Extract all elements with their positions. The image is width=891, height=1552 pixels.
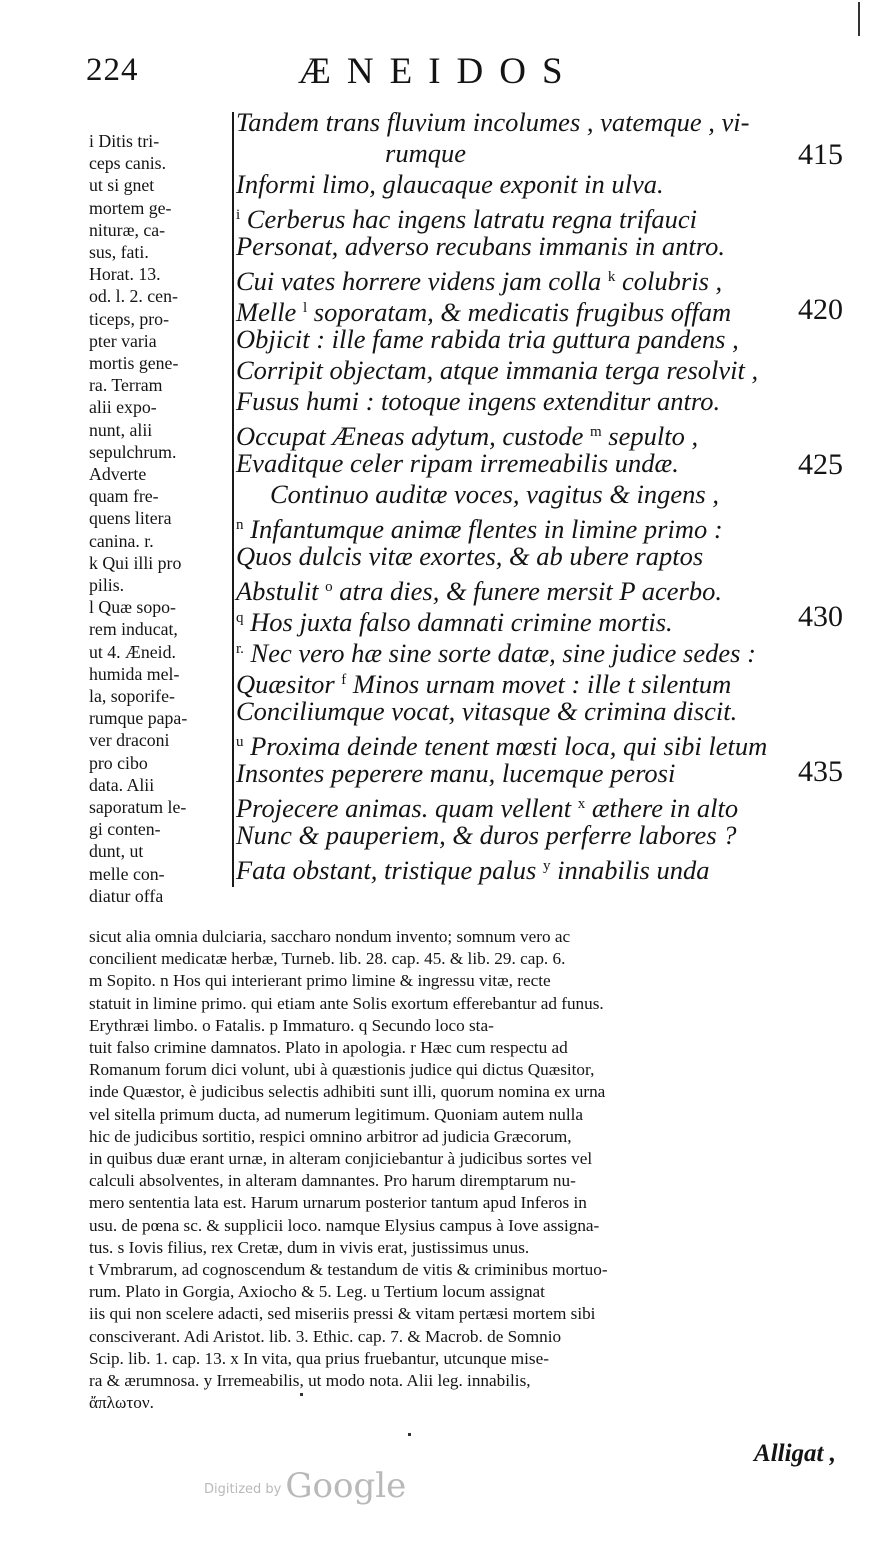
footnote-line: tuit falso crimine damnatos. Plato in apologia. r Hæc cum respectu ad [89, 1038, 568, 1057]
gloss-line: l Quæ sopo- [89, 597, 176, 618]
footnote-line: concilient medicatæ herbæ, Turneb. lib. 28. cap. 45. & lib. 29. cap. 6. [89, 949, 566, 969]
line-number: 415 [798, 138, 843, 171]
verse-line: Tandem trans fluvium incolumes , vatemque , vi- [236, 107, 750, 137]
line-number: 425 [798, 448, 843, 481]
footnote-line: Scip. lib. 1. cap. 13. x In vita, qua prius fruebantur, utcunque mise- [89, 1348, 549, 1368]
watermark-prefix: Digitized by [204, 1482, 282, 1497]
gloss-line: od. l. 2. cen- [89, 286, 178, 307]
footnote-line: calculi absolventes, in alteram damnantes. Pro harum diremptarum nu- [89, 1171, 576, 1191]
footnote-line: vel sitella primum ducta, ad numerum legitimum. Quoniam autem nulla [89, 1104, 584, 1124]
gloss-line: ut si gnet [89, 175, 155, 196]
gloss-line: alii expo- [89, 397, 157, 418]
watermark-brand: Google [285, 1466, 407, 1506]
footnote-line: in quibus duæ erant urnæ, in alteram conjiciebantur à judicibus sortes vel [89, 1149, 593, 1168]
verse-line: Objicit : ille fame rabida tria guttura pandens , [236, 324, 739, 354]
footnote-line: usu. de pœna sc. & supplicii loco. namque Elysius campus à Iove assigna- [89, 1215, 600, 1235]
verse-line: Quos dulcis vitæ exortes, & ab ubere raptos [236, 541, 704, 571]
running-title: ÆNEIDOS [298, 51, 579, 92]
verse-line: Personat, adverso recubans immanis in antro. [236, 231, 725, 261]
gloss-line: la, soporife- [89, 686, 175, 706]
gloss-line: ticeps, pro- [89, 308, 169, 329]
footnote-line: ra & ærumnosa. y Irremeabilis, ut modo nota. Alii leg. innabilis, [89, 1371, 531, 1390]
gloss-line: rem inducat, [89, 619, 178, 640]
footnote-line: hic de judicibus sortitio, respici omnino arbitror ad judicia Græcorum, [89, 1126, 572, 1146]
footnote-line: sicut alia omnia dulciaria, saccharo nondum invento; somnum vero ac [89, 927, 571, 946]
verse-line: Nunc & pauperiem, & duros perferre labores ? [236, 820, 737, 850]
footnote-line: ἄπλωτον. [89, 1393, 154, 1413]
verse-line: Conciliumque vocat, vitasque & crimina discit. [236, 696, 738, 726]
line-number: 420 [798, 293, 843, 326]
gloss-line: rumque papa- [89, 708, 188, 729]
gloss-line: pter varia [89, 330, 157, 351]
gloss-line: gi conten- [89, 819, 161, 840]
gloss-line: ver draconi [89, 730, 170, 751]
footnote-line: mero sententia lata est. Harum urnarum posterior tantum apud Inferos in [89, 1193, 587, 1213]
gloss-line: nunt, alii [89, 419, 153, 440]
verse-line: Cui vates horrere videns jam colla $^k$ colubris , [236, 266, 723, 296]
line-number: 435 [798, 755, 843, 788]
verse-line: Corripit objectam, atque immania terga resolvit , [236, 355, 759, 385]
gloss-line: diatur offa [89, 885, 164, 906]
gloss-line: pro cibo [89, 752, 148, 773]
footnote-line: tus. s Iovis filius, rex Cretæ, dum in vivis erat, justissimus unus. [89, 1237, 530, 1257]
verse-line: Continuo auditæ voces, vagitus & ingens , [270, 479, 719, 509]
gloss-line: mortem ge- [89, 197, 172, 218]
gloss-line: sepulchrum. [89, 441, 177, 462]
page-number: 224 [86, 52, 139, 88]
gloss-line: canina. r. [89, 530, 154, 551]
verse-line: $^n$ Infantumque animæ flentes in limine primo : [236, 514, 723, 544]
verse-line: Quæsitor $^f$ Minos urnam movet : ille t silentum [236, 669, 732, 699]
footnote-line: Romanum forum dici volunt, ubi à quæstionis judice qui dictus Quæsitor, [89, 1060, 595, 1080]
footnote-line: iis qui non scelere adacti, sed miseriis pressi & vitam pertæsi mortem sibi [89, 1304, 596, 1324]
footnote-line: statuit in limine primo. qui etiam ante Solis exortum efferebantur ad funus. [89, 993, 604, 1013]
verse-line: Insontes peperere manu, lucemque perosi [236, 758, 676, 788]
gloss-line: ut 4. Æneid. [89, 641, 176, 662]
verse-line: Projecere animas. quam vellent $^x$ æthere in alto [236, 793, 739, 823]
scan-speck [408, 1433, 411, 1436]
verse-line: rumque [385, 138, 466, 168]
scan-mark [858, 2, 860, 36]
verse-line: Informi limo, glaucaque exponit in ulva. [236, 169, 664, 199]
verse-line: Fusus humi : totoque ingens extenditur antro. [236, 386, 721, 416]
footnote-line: consciverant. Adi Aristot. lib. 3. Ethic. cap. 7. & Macrob. de Somnio [89, 1326, 562, 1346]
scan-speck [300, 1393, 303, 1396]
gloss-line: i Ditis tri- [89, 131, 160, 151]
gloss-line: sus, fati. [89, 242, 149, 262]
verse-line: $^i$ Cerberus hac ingens latratu regna trifauci [236, 204, 698, 234]
gloss-line: data. Alii [89, 774, 155, 795]
gloss-line: mortis gene- [89, 353, 179, 373]
gloss-line: saporatum le- [89, 797, 187, 817]
gloss-line: Adverte [89, 464, 147, 484]
gloss-line: Horat. 13. [89, 264, 161, 285]
catchword: Alligat , [754, 1440, 836, 1467]
line-number: 430 [798, 600, 843, 633]
footnote-line: Erythræi limbo. o Fatalis. p Immaturo. q Secundo loco sta- [89, 1015, 494, 1035]
verse-line: $^u$ Proxima deinde tenent mœsti loca, qui sibi letum [236, 731, 768, 761]
gloss-line: melle con- [89, 863, 165, 884]
verse-line: Fata obstant, tristique palus $^y$ innabilis unda [236, 855, 710, 885]
gloss-line: nituræ, ca- [89, 219, 166, 240]
verse-line: Occupat Æneas adytum, custode $^m$ sepulto , [236, 421, 699, 451]
gloss-line: dunt, ut [89, 841, 144, 862]
verse-line: Evaditque celer ripam irremeabilis undæ. [236, 448, 679, 478]
column-divider [232, 112, 234, 887]
gloss-line: pilis. [89, 575, 125, 595]
verse-line: Abstulit $^o$ atra dies, & funere mersit P acerbo. [236, 576, 722, 606]
gloss-line: k Qui illi pro [89, 552, 182, 573]
verse-line: $^q$ Hos juxta falso damnati crimine mortis. [236, 607, 673, 637]
gloss-line: humida mel- [89, 663, 180, 684]
verse-line: Melle $^l$ soporatam, & medicatis frugibus offam [236, 297, 732, 327]
gloss-line: ra. Terram [89, 375, 163, 396]
footnote-line: m Sopito. n Hos qui interierant primo limine & ingressu vitæ, recte [89, 971, 551, 991]
footnote-line: rum. Plato in Gorgia, Axiocho & 5. Leg. u Tertium locum assignat [89, 1282, 545, 1302]
footnote-line: t Vmbrarum, ad cognoscendum & testandum de vitis & criminibus mortuo- [89, 1260, 608, 1279]
verse-line: $^{r.}$ Nec vero hæ sine sorte datæ, sine judice sedes : [236, 638, 756, 668]
footnote-line: inde Quæstor, è judicibus selectis adhibiti sunt illi, quorum nomina ex urna [89, 1082, 606, 1102]
gloss-line: quam fre- [89, 486, 159, 507]
gloss-line: ceps canis. [89, 153, 167, 174]
digitized-watermark [204, 1466, 406, 1506]
gloss-line: quens litera [89, 508, 172, 529]
